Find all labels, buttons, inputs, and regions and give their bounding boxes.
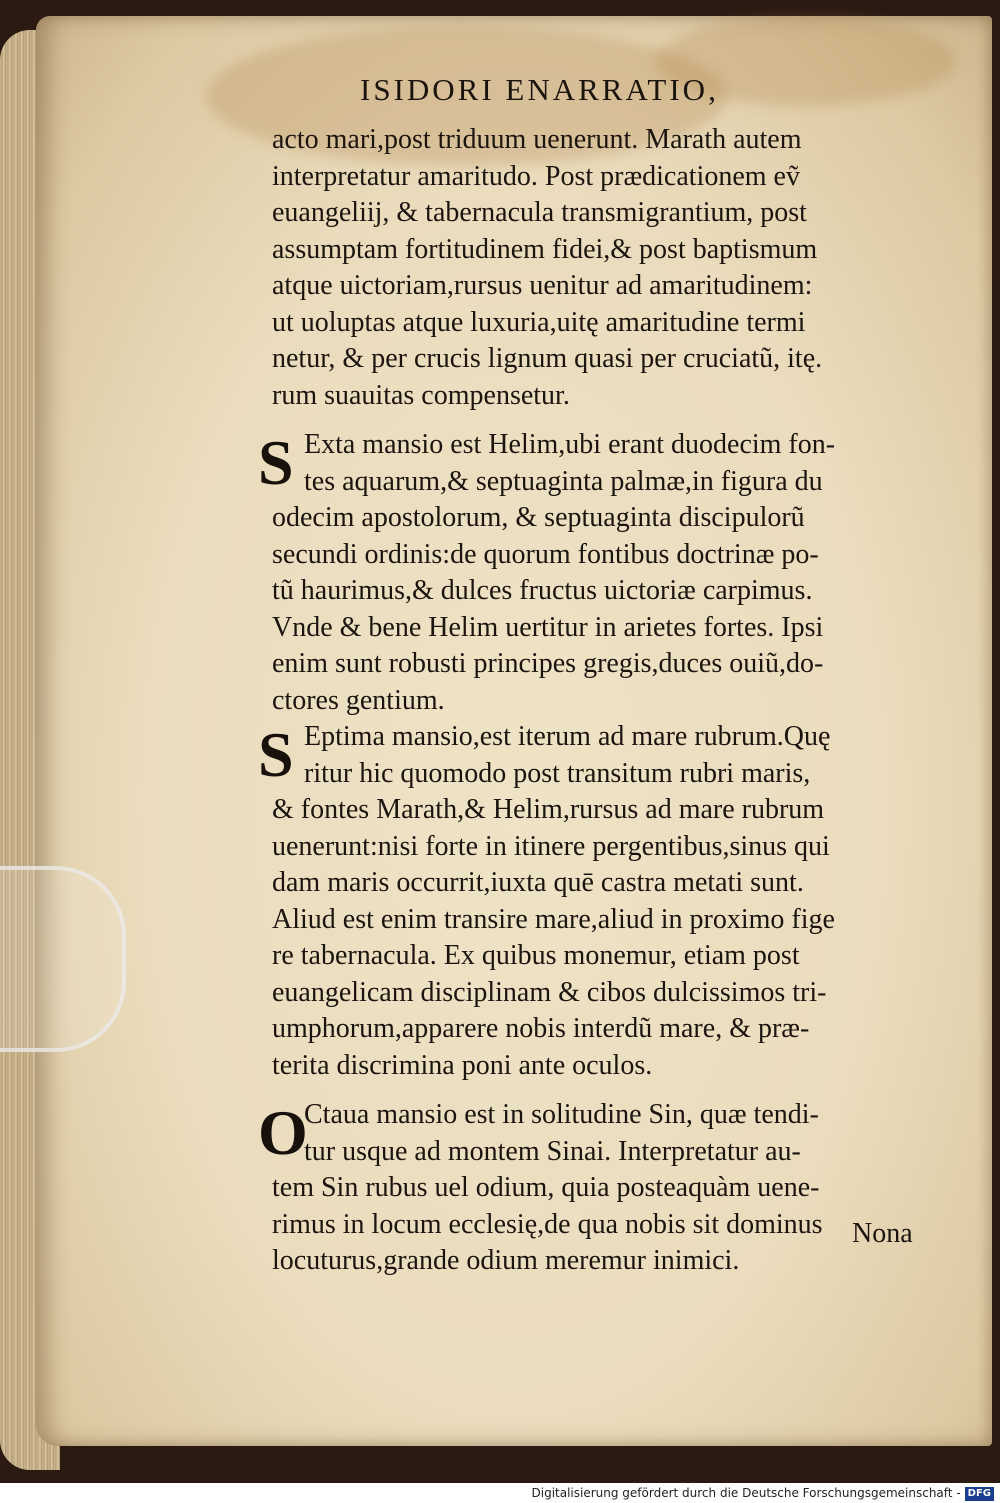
catchword: Nona — [852, 1218, 913, 1249]
text-line: re tabernacula. Ex quibus monemur, etiam post — [272, 940, 800, 971]
text-line: Exta mansio est Helim,ubi erant duodecim fon- — [304, 429, 836, 460]
text-line: uenerunt:nisi forte in itinere pergentibus,sinus qui — [272, 830, 830, 862]
text-line: & fontes Marath,& Helim,rursus ad mare rubrum — [272, 794, 825, 825]
initial-letter: O — [258, 1097, 308, 1168]
paragraph-1 — [272, 122, 932, 414]
text-line: terita discrimina poni ante oculos. — [272, 1049, 653, 1081]
text-line: ut uoluptas atque luxuria,uitę amaritudine termi — [272, 306, 806, 338]
text-line: locuturus,grande odium meremur inimici. — [272, 1245, 740, 1276]
paragraph-2 — [258, 427, 932, 719]
text-line: Ctaua mansio est in solitudine Sin, quæ tendi- — [304, 1099, 819, 1130]
digitization-footer — [0, 1483, 1000, 1503]
initial-letter: S — [258, 719, 294, 790]
dfg-logo: DFG — [965, 1487, 994, 1501]
text-line: interpretatur amaritudo. Post prædicationem eṽ — [272, 160, 800, 192]
text-line: ritur hic quomodo post transitum rubri maris, — [304, 757, 811, 789]
text-line: euangeliij, & tabernacula transmigrantium, post — [272, 197, 807, 228]
paragraph-3 — [258, 719, 932, 1084]
text-line: umphorum,apparere nobis interdũ mare, & præ- — [272, 1013, 810, 1044]
text-line: assumptam fortitudinem fidei,& post baptismum — [272, 233, 818, 265]
text-line: tes aquarum,& septuaginta palmæ,in figura du — [304, 465, 823, 497]
running-head: ISIDORI ENARRATIO, — [360, 72, 719, 107]
text-line: enim sunt robusti principes gregis,duces ouiũ,do- — [272, 648, 824, 679]
text-line: tur usque ad montem Sinai. Interpretatur au- — [304, 1135, 801, 1167]
paragraph-4 — [258, 1097, 932, 1280]
text-line: tũ haurimus,& dulces fructus uictoriæ carpimus. — [272, 575, 813, 606]
text-line: euangelicam disciplinam & cibos dulcissimos tri- — [272, 976, 827, 1008]
text-line: Eptima mansio,est iterum ad mare rubrum.Quę — [304, 721, 831, 752]
text-line: acto mari,post triduum uenerunt. Marath autem — [272, 124, 802, 155]
text-block — [258, 122, 932, 1280]
text-line: secundi ordinis:de quorum fontibus doctrinæ po- — [272, 538, 819, 570]
text-line: dam maris occurrit,iuxta quē castra metati sunt. — [272, 867, 804, 898]
text-line: ctores gentium. — [272, 684, 445, 716]
initial-letter: S — [258, 427, 294, 498]
page-clip — [0, 866, 126, 1052]
text-line: Aliud est enim transire mare,aliud in proximo fige — [272, 903, 835, 935]
text-line: tem Sin rubus uel odium, quia posteaquàm uene- — [272, 1172, 820, 1203]
text-line: netur, & per crucis lignum quasi per cruciatũ, itę. — [272, 343, 823, 374]
text-line: odecim apostolorum, & septuaginta discipulorũ — [272, 502, 805, 533]
text-line: Vnde & bene Helim uertitur in arietes fortes. Ipsi — [272, 611, 824, 643]
footer-text: Digitalisierung gefördert durch die Deutsche Forschungsgemeinschaft - — [531, 1486, 961, 1500]
text-line: rum suauitas compensetur. — [272, 379, 570, 411]
text-line: atque uictoriam,rursus uenitur ad amaritudinem: — [272, 270, 813, 301]
text-line: rimus in locum ecclesię,de qua nobis sit dominus — [272, 1208, 823, 1240]
